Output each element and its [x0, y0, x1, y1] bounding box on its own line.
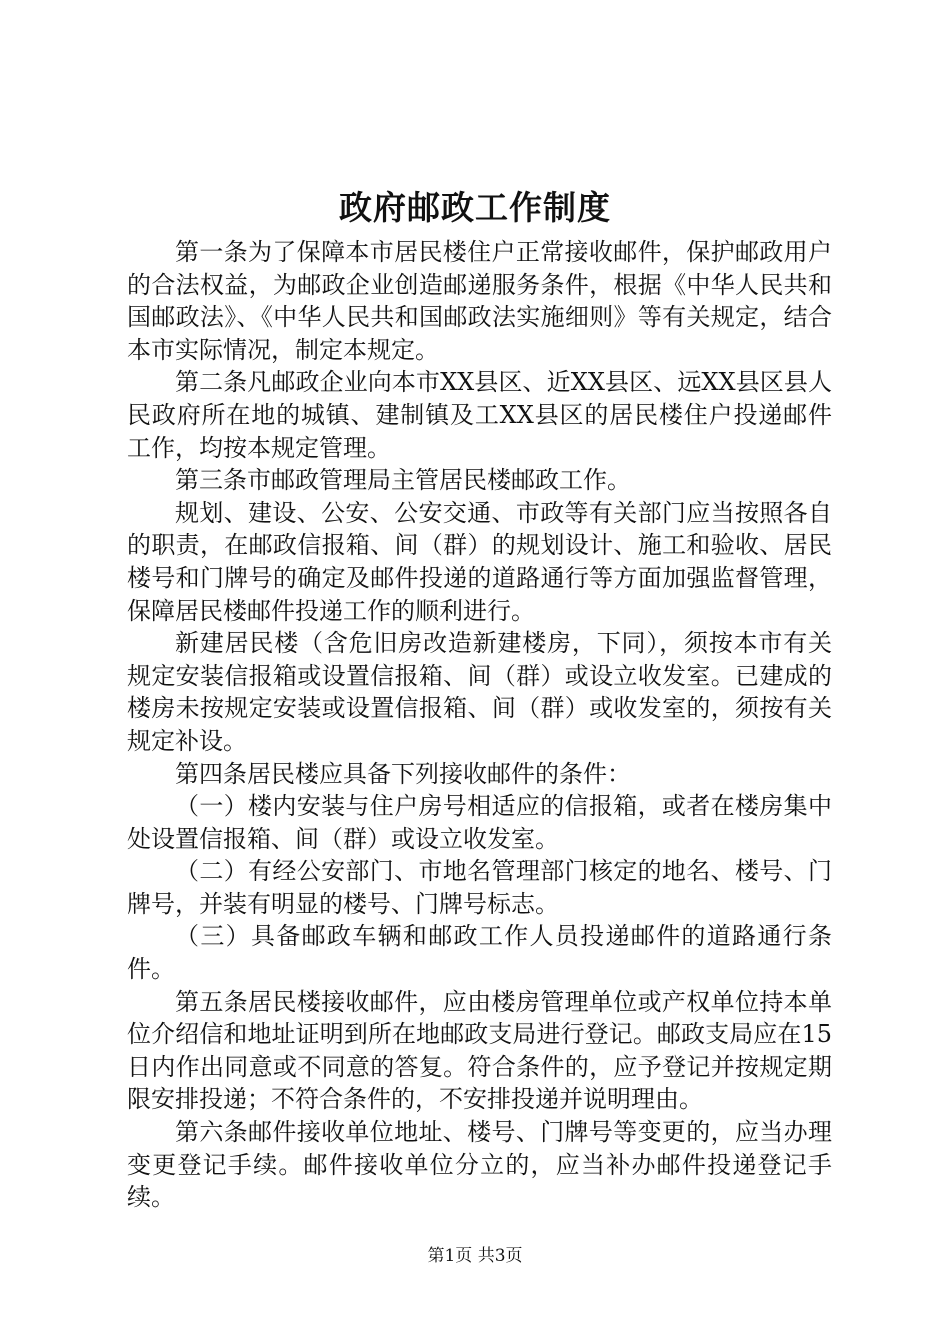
paragraph-article-2: 第二条凡邮政企业向本市XX县区、近XX县区、远XX县区县人民政府所在地的城镇、建制镇及工XX县区的居民楼住户投递邮件工作，均按本规定管理。 — [127, 368, 832, 462]
page-number-footer: 第1页 共3页 — [427, 1246, 523, 1266]
paragraph-new-buildings: 新建居民楼（含危旧房改造新建楼房，下同），须按本市有关规定安装信报箱或设置信报箱、间（群）或设立收发室。已建成的楼房未按规定安装或设置信报箱、间（群）或收发室的，须按有关规定补设。 — [127, 629, 832, 755]
paragraph-article-4: 第四条居民楼应具备下列接收邮件的条件： — [175, 759, 631, 788]
paragraph-article-6: 第六条邮件接收单位地址、楼号、门牌号等变更的，应当办理变更登记手续。邮件接收单位分立的，应当补办邮件投递登记手续。 — [127, 1118, 832, 1212]
paragraph-article-1: 第一条为了保障本市居民楼住户正常接收邮件，保护邮政用户的合法权益，为邮政企业创造邮递服务条件，根据《中华人民共和国邮政法》、《中华人民共和国邮政法实施细则》等有关规定，结合本市实际情况，制定本规定。 — [127, 238, 832, 364]
paragraph-condition-3: （三）具备邮政车辆和邮政工作人员投递邮件的道路通行条件。 — [127, 922, 832, 984]
document-body — [127, 236, 832, 1214]
paragraph-article-3: 第三条市邮政管理局主管居民楼邮政工作。 — [175, 466, 631, 495]
document-title: 政府邮政工作制度 — [339, 188, 611, 227]
paragraph-article-5: 第五条居民楼接收邮件，应由楼房管理单位或产权单位持本单位介绍信和地址证明到所在地邮政支局进行登记。邮政支局应在15日内作出同意或不同意的答复。符合条件的，应予登记并按规定期限安排投递；不符合条件的，不安排投递并说明理由。 — [127, 987, 832, 1114]
paragraph-condition-2: （二）有经公安部门、市地名管理部门核定的地名、楼号、门牌号，并装有明显的楼号、门牌号标志。 — [127, 857, 832, 918]
paragraph-departments: 规划、建设、公安、公安交通、市政等有关部门应当按照各自的职责，在邮政信报箱、间（群）的规划设计、施工和验收、居民楼号和门牌号的确定及邮件投递的道路通行等方面加强监督管理，保障居民楼邮件投递工作的顺利进行。 — [127, 498, 832, 625]
paragraph-condition-1: （一）楼内安装与住户房号相适应的信报箱，或者在楼房集中处设置信报箱、间（群）或设立收发室。 — [127, 792, 832, 853]
